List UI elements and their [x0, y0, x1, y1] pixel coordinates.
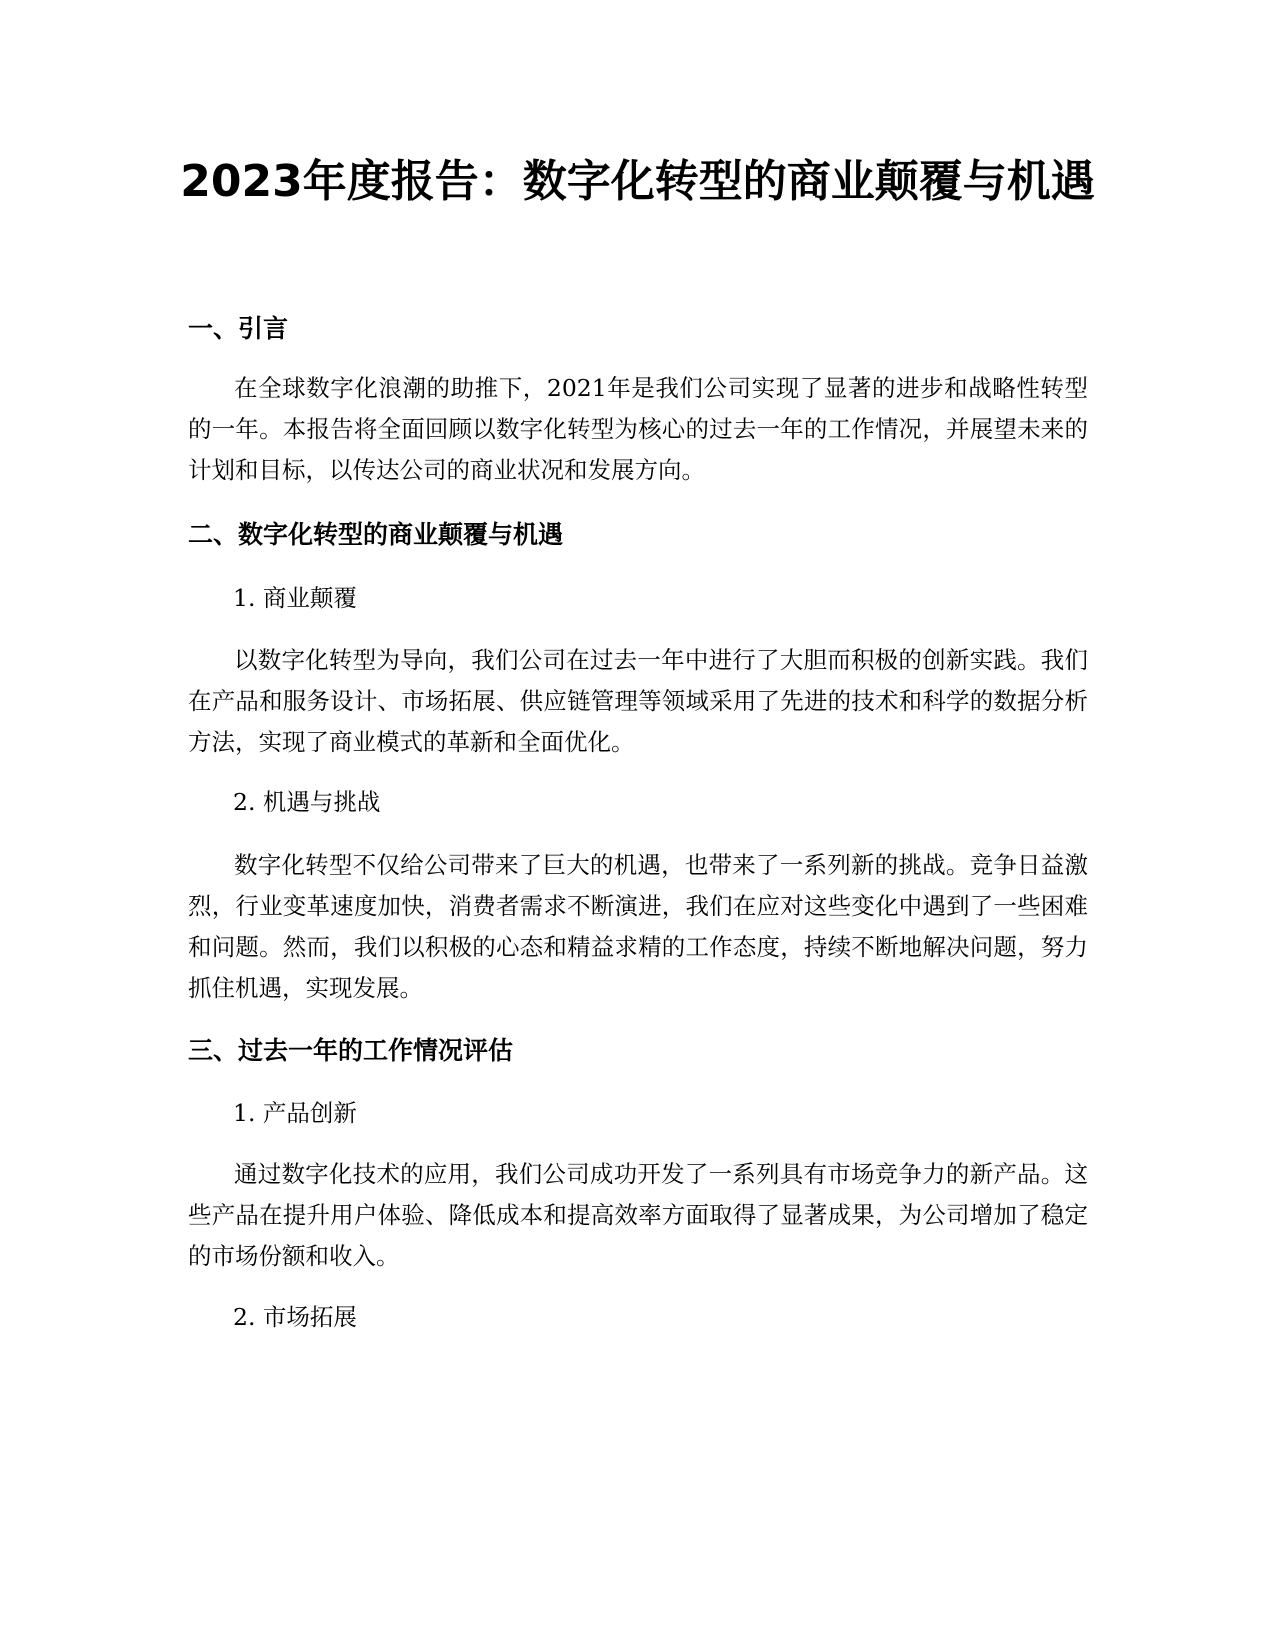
section-heading-work-evaluation: 三、过去一年的工作情况评估 — [188, 1036, 514, 1065]
section-heading-introduction: 一、引言 — [188, 314, 289, 343]
subheading-product-innovation: 1. 产品创新 — [233, 1099, 357, 1127]
paragraph-product-innovation: 通过数字化技术的应用，我们公司成功开发了一系列具有市场竞争力的新产品。这些产品在提升用户体验、降低成本和提高效率方面取得了显著成果，为公司增加了稳定的市场份额和收入。 — [188, 1160, 1088, 1270]
subheading-opportunities-challenges: 2. 机遇与挑战 — [233, 788, 381, 816]
paragraph-introduction: 在全球数字化浪潮的助推下，2021年是我们公司实现了显著的进步和战略性转型的一年。本报告将全面回顾以数字化转型为核心的过去一年的工作情况，并展望未来的计划和目标，以传达公司的商业状况和发展方向。 — [188, 374, 1088, 484]
paragraph-opportunities-challenges: 数字化转型不仅给公司带来了巨大的机遇，也带来了一系列新的挑战。竞争日益激烈，行业变革速度加快，消费者需求不断演进，我们在应对这些变化中遇到了一些困难和问题。然而，我们以积极的心态和精益求精的工作态度，持续不断地解决问题，努力抓住机遇，实现发展。 — [188, 851, 1088, 1002]
subheading-market-expansion: 2. 市场拓展 — [233, 1303, 357, 1331]
subheading-business-disruption: 1. 商业颠覆 — [233, 584, 357, 612]
section-heading-digital-transformation: 二、数字化转型的商业颠覆与机遇 — [188, 520, 564, 549]
document-title: 2023年度报告：数字化转型的商业颠覆与机遇 — [180, 156, 1095, 207]
paragraph-business-disruption: 以数字化转型为导向，我们公司在过去一年中进行了大胆而积极的创新实践。我们在产品和服务设计、市场拓展、供应链管理等领域采用了先进的技术和科学的数据分析方法，实现了商业模式的革新和全面优化。 — [188, 646, 1088, 756]
